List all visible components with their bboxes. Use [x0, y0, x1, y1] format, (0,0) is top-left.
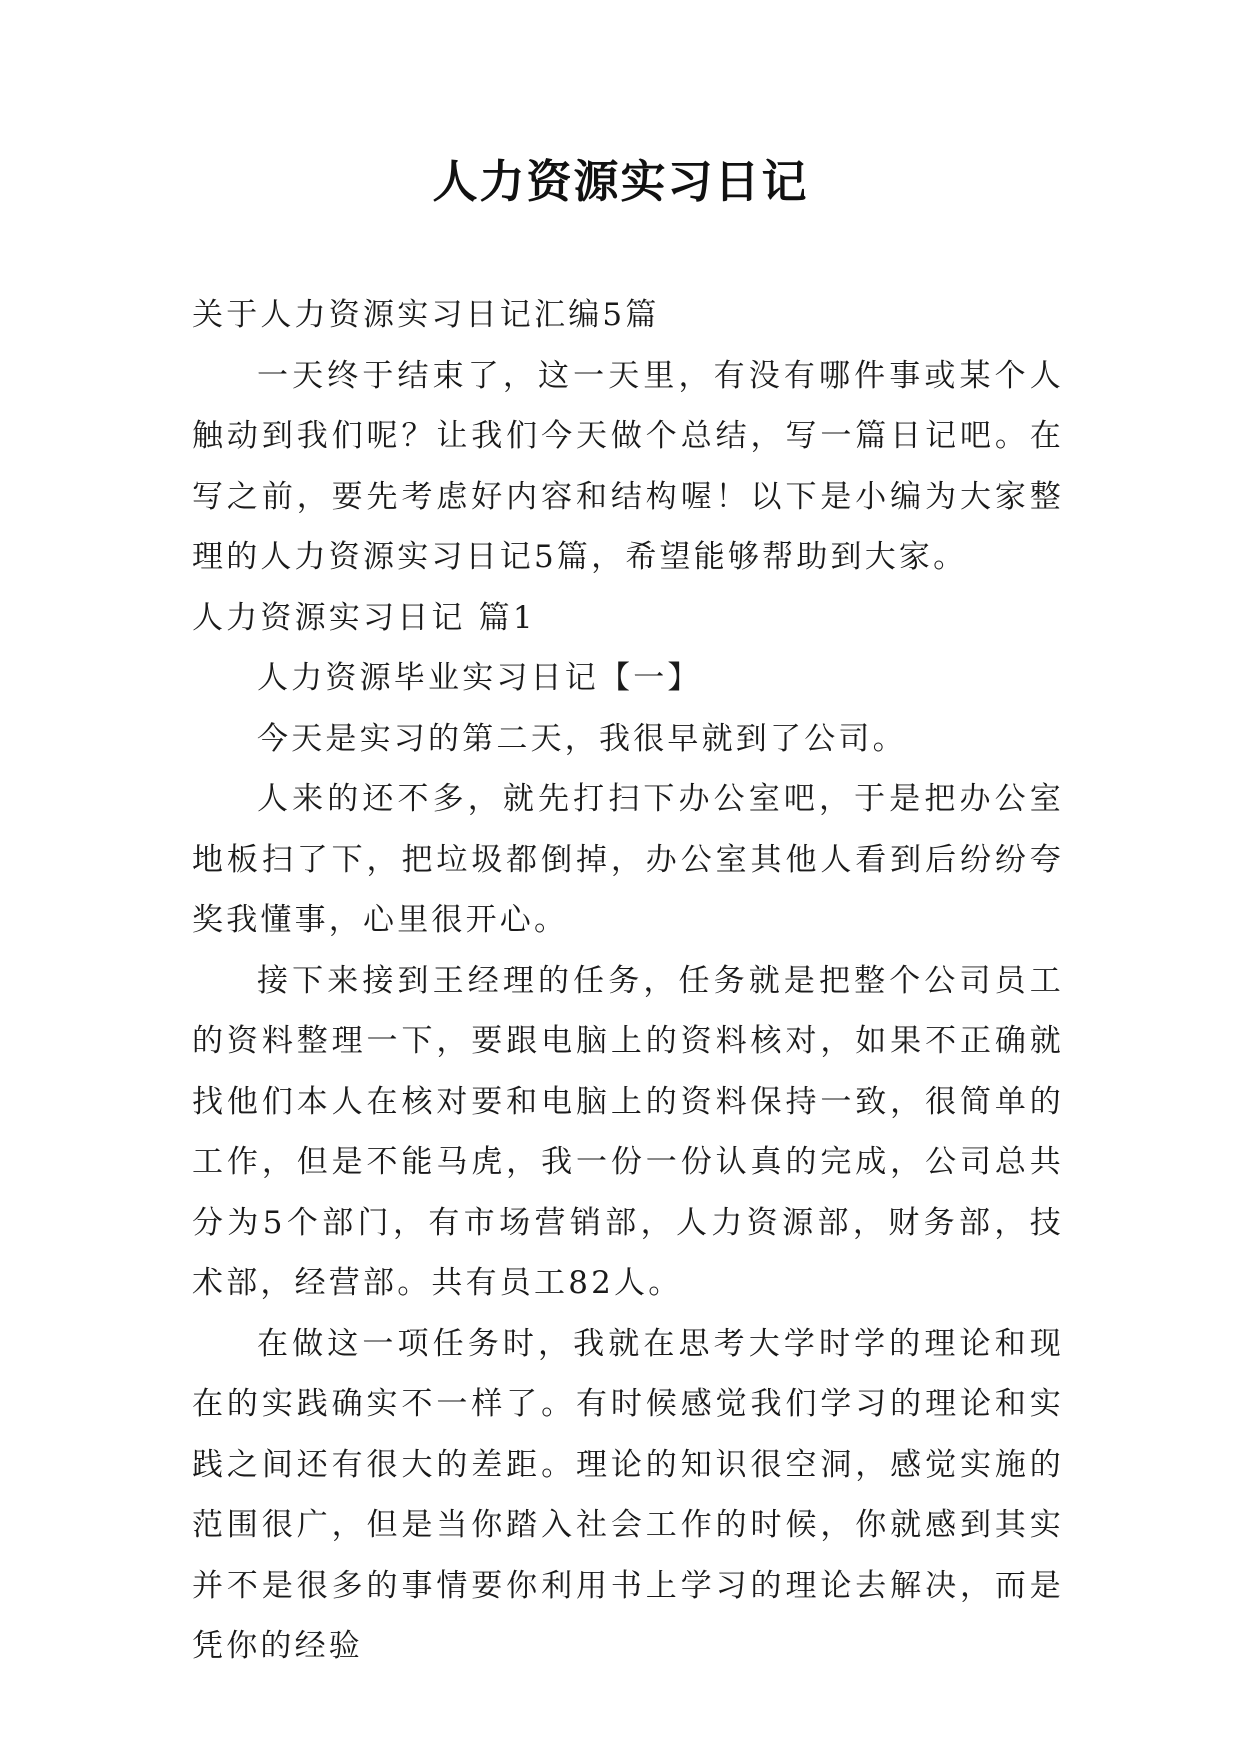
intro-heading: 关于人力资源实习日记汇编5篇: [192, 297, 660, 333]
body-paragraph: 人来的还不多，就先打扫下办公室吧，于是把办公室地板扫了下，把垃圾都倒掉，办公室其他人看到后纷纷夸奖我懂事，心里很开心。: [192, 781, 1064, 938]
document-body: [192, 285, 1064, 1677]
body-paragraph: 在做这一项任务时，我就在思考大学时学的理论和现在的实践确实不一样了。有时候感觉我们学习的理论和实践之间还有很大的差距。理论的知识很空洞，感觉实施的范围很广，但是当你踏入社会工作的时候，你就感到其实并不是很多的事情要你利用书上学习的理论去解决，而是凭你的经验: [192, 1325, 1064, 1664]
subheading: 人力资源毕业实习日记【一】: [257, 660, 702, 696]
body-paragraph: 今天是实习的第二天，我很早就到了公司。: [257, 720, 907, 757]
body-paragraph: 接下来接到王经理的任务，任务就是把整个公司员工的资料整理一下，要跟电脑上的资料核对，如果不正确就找他们本人在核对要和电脑上的资料保持一致，很简单的工作，但是不能马虎，我一份一份认真的完成，公司总共分为5个部门，有市场营销部，人力资源部，财务部，技术部，经营部。共有员工82人。: [192, 962, 1064, 1301]
body-paragraph: 一天终于结束了，这一天里，有没有哪件事或某个人触动到我们呢？让我们今天做个总结，写一篇日记吧。在写之前，要先考虑好内容和结构喔！以下是小编为大家整理的人力资源实习日记5篇，希望能够帮助到大家。: [192, 357, 1064, 575]
document-title: 人力资源实习日记: [432, 155, 809, 208]
section-heading: 人力资源实习日记 篇1: [192, 599, 536, 636]
